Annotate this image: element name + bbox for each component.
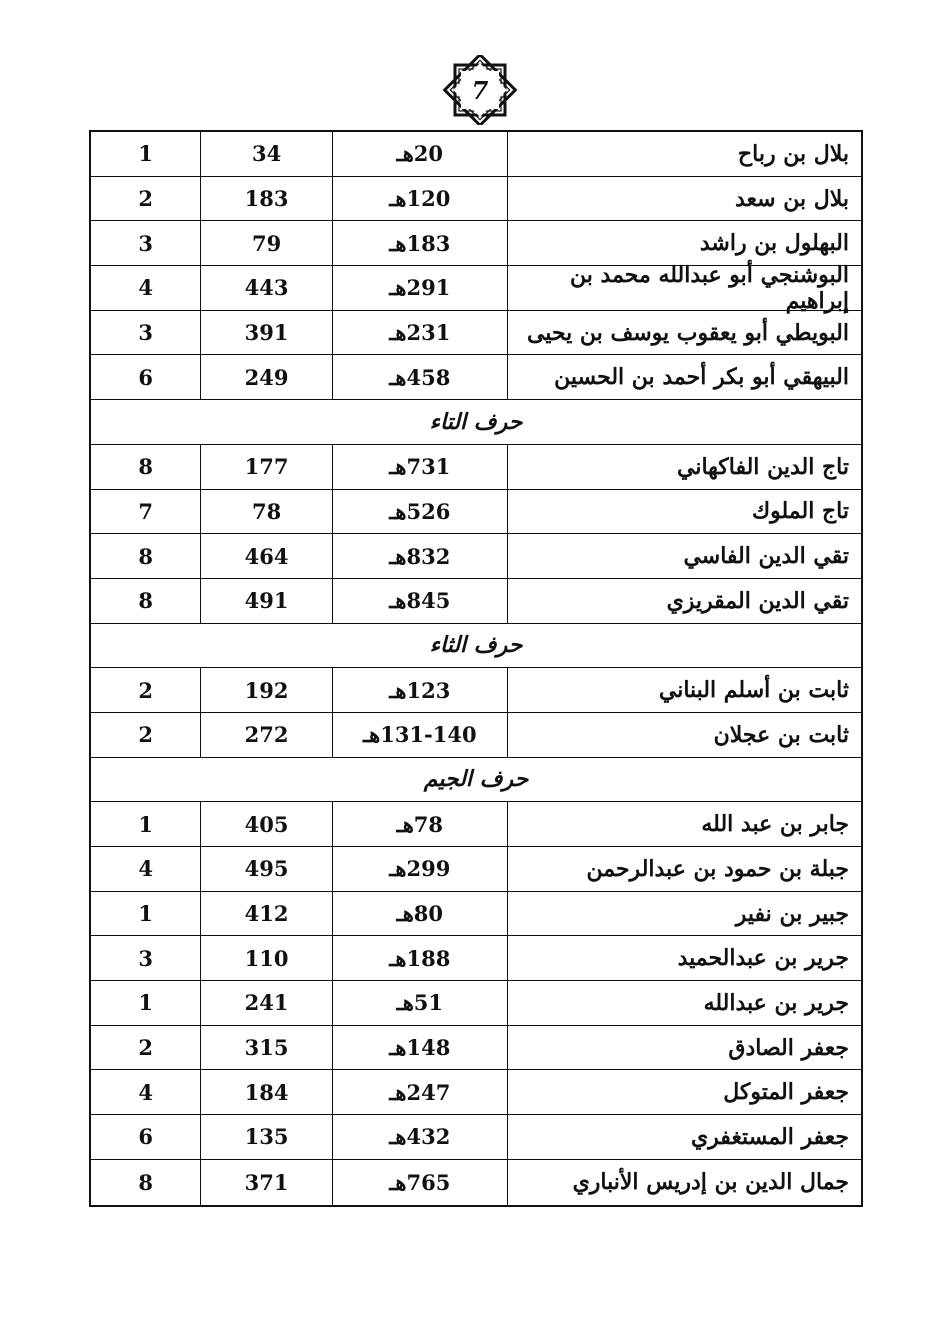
table-row — [91, 668, 861, 713]
table-row — [91, 981, 861, 1026]
table-row — [91, 221, 861, 266]
table-row — [91, 1070, 861, 1115]
table-row — [91, 892, 861, 937]
person-name-cell: جمال الدين بن إدريس الأنباري — [507, 1160, 861, 1205]
page-number-cell: 177 — [200, 445, 331, 489]
person-name-cell: تاج الدين الفاكهاني — [507, 445, 861, 489]
person-name-cell: البهلول بن راشد — [507, 221, 861, 265]
person-name-cell: جعفر المستغفري — [507, 1115, 861, 1159]
person-name-cell: ثابت بن عجلان — [507, 713, 861, 757]
table-row — [91, 936, 861, 981]
page-number-cell: 79 — [200, 221, 331, 265]
death-date-cell: 845هـ — [332, 579, 507, 623]
death-date-cell: 832هـ — [332, 534, 507, 578]
table-row — [91, 579, 861, 624]
page-number-cell: 412 — [200, 892, 331, 936]
page-number-cell: 391 — [200, 311, 331, 355]
death-date-cell: 51هـ — [332, 981, 507, 1025]
volume-number-cell: 1 — [138, 901, 154, 927]
page-number-cell: 405 — [200, 802, 331, 846]
table-row — [91, 261, 861, 314]
table-row — [91, 445, 861, 490]
table-row — [91, 534, 861, 579]
person-name-cell: بلال بن سعد — [507, 177, 861, 221]
volume-number-cell: 2 — [138, 722, 154, 748]
volume-number-cell: 1 — [138, 990, 154, 1016]
death-date-cell: 120هـ — [332, 177, 507, 221]
table-row — [91, 355, 861, 400]
death-date-cell: 131-140هـ — [332, 713, 507, 757]
page-number: 7 — [471, 75, 489, 105]
volume-number-cell: 2 — [138, 677, 154, 703]
person-name-cell: جبير بن نفير — [507, 892, 861, 936]
biography-index-table — [89, 130, 863, 1207]
person-name-cell: البوشنجي أبو عبدالله محمد بن إبراهيم — [507, 266, 861, 310]
person-name-cell: البويطي أبو يعقوب يوسف بن يحيى — [507, 311, 861, 355]
person-name-cell: بلال بن رباح — [507, 132, 861, 176]
person-name-cell: جرير بن عبدالحميد — [507, 936, 861, 980]
death-date-cell: 458هـ — [332, 355, 507, 399]
page-number-badge — [437, 55, 523, 125]
page-number-cell: 78 — [200, 490, 331, 534]
death-date-cell: 148هـ — [332, 1026, 507, 1070]
person-name-cell: تقي الدين المقريزي — [507, 579, 861, 623]
death-date-cell: 291هـ — [332, 266, 507, 310]
volume-number-cell: 2 — [138, 186, 154, 212]
table-row — [91, 1026, 861, 1071]
person-name-cell: جبلة بن حمود بن عبدالرحمن — [507, 847, 861, 891]
person-name-cell: جابر بن عبد الله — [507, 802, 861, 846]
person-name-cell: جرير بن عبدالله — [507, 981, 861, 1025]
death-date-cell: 183هـ — [332, 221, 507, 265]
table-row — [91, 490, 861, 535]
volume-number-cell: 7 — [138, 498, 154, 524]
death-date-cell: 731هـ — [332, 445, 507, 489]
section-heading: حرف التاء — [91, 400, 861, 445]
volume-number-cell: 4 — [138, 275, 154, 301]
volume-number-cell: 1 — [138, 141, 154, 167]
person-name-cell: جعفر الصادق — [507, 1026, 861, 1070]
volume-number-cell: 8 — [138, 588, 154, 614]
page-number-cell: 241 — [200, 981, 331, 1025]
table-row — [91, 847, 861, 892]
page-number-cell: 110 — [200, 936, 331, 980]
death-date-cell: 231هـ — [332, 311, 507, 355]
death-date-cell: 188هـ — [332, 936, 507, 980]
table-row — [91, 311, 861, 356]
volume-number-cell: 8 — [138, 1169, 154, 1195]
death-date-cell: 432هـ — [332, 1115, 507, 1159]
person-name-cell: ثابت بن أسلم البناني — [507, 668, 861, 712]
volume-number-cell: 4 — [138, 1079, 154, 1105]
death-date-cell: 123هـ — [332, 668, 507, 712]
death-date-cell: 765هـ — [332, 1160, 507, 1205]
volume-number-cell: 3 — [138, 320, 154, 346]
table-row — [91, 132, 861, 177]
volume-number-cell: 6 — [138, 1124, 154, 1150]
page-number-cell: 272 — [200, 713, 331, 757]
page-number-cell: 371 — [200, 1160, 331, 1205]
table-row — [91, 177, 861, 222]
section-heading: حرف الجيم — [91, 758, 861, 803]
table-row — [91, 1115, 861, 1160]
table-row — [91, 802, 861, 847]
page-number-cell: 464 — [200, 534, 331, 578]
page-number-cell: 192 — [200, 668, 331, 712]
person-name-cell: البيهقي أبو بكر أحمد بن الحسين — [507, 355, 861, 399]
page-number-cell: 135 — [200, 1115, 331, 1159]
person-name-cell: تاج الملوك — [507, 490, 861, 534]
page-number-cell: 34 — [200, 132, 331, 176]
page-number-cell: 443 — [200, 266, 331, 310]
death-date-cell: 526هـ — [332, 490, 507, 534]
page-number-cell: 184 — [200, 1070, 331, 1114]
death-date-cell: 80هـ — [332, 892, 507, 936]
death-date-cell: 247هـ — [332, 1070, 507, 1114]
volume-number-cell: 3 — [138, 945, 154, 971]
volume-number-cell: 8 — [138, 454, 154, 480]
person-name-cell: تقي الدين الفاسي — [507, 534, 861, 578]
volume-number-cell: 1 — [138, 811, 154, 837]
death-date-cell: 20هـ — [332, 132, 507, 176]
death-date-cell: 299هـ — [332, 847, 507, 891]
volume-number-cell: 4 — [138, 856, 154, 882]
page-number-cell: 315 — [200, 1026, 331, 1070]
table-row — [91, 713, 861, 758]
death-date-cell: 78هـ — [332, 802, 507, 846]
table-row — [91, 1160, 861, 1205]
volume-number-cell: 6 — [138, 364, 154, 390]
page-number-cell: 183 — [200, 177, 331, 221]
volume-number-cell: 3 — [138, 230, 154, 256]
volume-number-cell: 2 — [138, 1035, 154, 1061]
page-number-cell: 491 — [200, 579, 331, 623]
page-number-cell: 249 — [200, 355, 331, 399]
person-name-cell: جعفر المتوكل — [507, 1070, 861, 1114]
volume-number-cell: 8 — [138, 543, 154, 569]
section-heading: حرف الثاء — [91, 624, 861, 669]
page-number-cell: 495 — [200, 847, 331, 891]
